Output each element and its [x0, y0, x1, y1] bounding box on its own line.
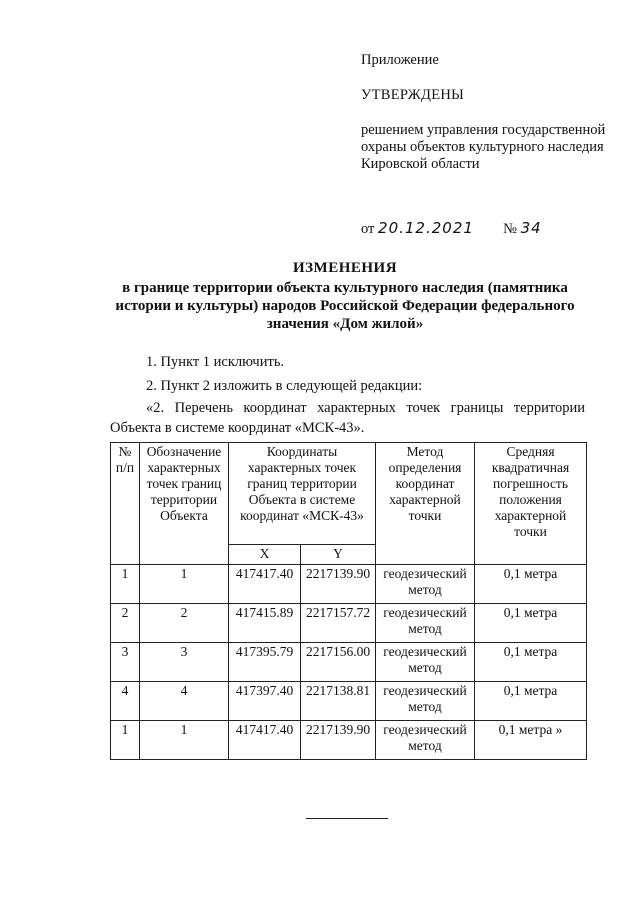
cell-y: 2217139.90: [301, 565, 376, 604]
cell-y: 2217156.00: [301, 643, 376, 682]
approval-block: [361, 52, 621, 173]
cell-error: 0,1 метра: [475, 682, 587, 721]
header-error: Средняя квадратичная погрешность положения характерной точки: [475, 443, 587, 565]
cell-method: геодезический метод: [376, 604, 475, 643]
cell-method: геодезический метод: [376, 643, 475, 682]
table-row: [111, 643, 587, 682]
handwritten-date: 20.12.2021: [378, 219, 474, 237]
decision-text: решением управления государственной охраны объектов культурного наследия Кировской области: [361, 122, 606, 172]
header-y: Y: [301, 545, 376, 565]
title-text: в границе территории объекта культурного наследия (памятника истории и культуры) народов Российской Федерации федерального значения «Дом жилой»: [115, 280, 575, 332]
paragraph-1: 1. Пункт 1 исключить.: [146, 354, 285, 370]
paragraph-3: «2. Перечень координат характерных точек границы территории Объекта в системе координат «МСК-43».: [110, 400, 585, 436]
coordinates-table: [110, 442, 587, 760]
handwritten-number: 34: [520, 219, 542, 237]
cell-x: 417417.40: [229, 721, 301, 760]
header-x: X: [229, 545, 301, 565]
header-coords: Координаты характерных точек границ территории Объекта в системе координат «МСК-43»: [229, 443, 376, 545]
cell-y: 2217138.81: [301, 682, 376, 721]
cell-point: 3: [140, 643, 229, 682]
cell-num: 1: [111, 721, 140, 760]
cell-point: 4: [140, 682, 229, 721]
cell-num: 4: [111, 682, 140, 721]
cell-y: 2217139.90: [301, 721, 376, 760]
cell-method: геодезический метод: [376, 565, 475, 604]
cell-num: 3: [111, 643, 140, 682]
date-prefix: от: [361, 221, 375, 237]
cell-point: 1: [140, 565, 229, 604]
cell-error: 0,1 метра: [475, 604, 587, 643]
header-method: Метод определения координат характерной точки: [376, 443, 475, 565]
header-point: Обозначение характерных точек границ территории Объекта: [140, 443, 229, 565]
approved-label: УТВЕРЖДЕНЫ: [361, 87, 465, 103]
cell-y: 2217157.72: [301, 604, 376, 643]
title-caps: ИЗМЕНЕНИЯ: [292, 260, 398, 276]
cell-method: геодезический метод: [376, 682, 475, 721]
cell-x: 417397.40: [229, 682, 301, 721]
cell-num: 2: [111, 604, 140, 643]
cell-num: 1: [111, 565, 140, 604]
cell-x: 417417.40: [229, 565, 301, 604]
cell-error: 0,1 метра: [475, 565, 587, 604]
cell-method: геодезический метод: [376, 721, 475, 760]
separator-line: [306, 818, 388, 819]
cell-point: 2: [140, 604, 229, 643]
signature-row: [361, 219, 542, 238]
appendix-label: Приложение: [361, 52, 439, 68]
cell-error: 0,1 метра: [475, 643, 587, 682]
cell-x: 417415.89: [229, 604, 301, 643]
paragraph-2: 2. Пункт 2 изложить в следующей редакции:: [146, 378, 423, 394]
table-row: [111, 604, 587, 643]
document-title: [110, 259, 580, 333]
cell-point: 1: [140, 721, 229, 760]
table-row: [111, 721, 587, 760]
table-row: [111, 682, 587, 721]
number-sign: №: [503, 221, 518, 237]
table-row: [111, 565, 587, 604]
cell-x: 417395.79: [229, 643, 301, 682]
header-num: № п/п: [111, 443, 140, 565]
cell-error: 0,1 метра »: [475, 721, 587, 760]
